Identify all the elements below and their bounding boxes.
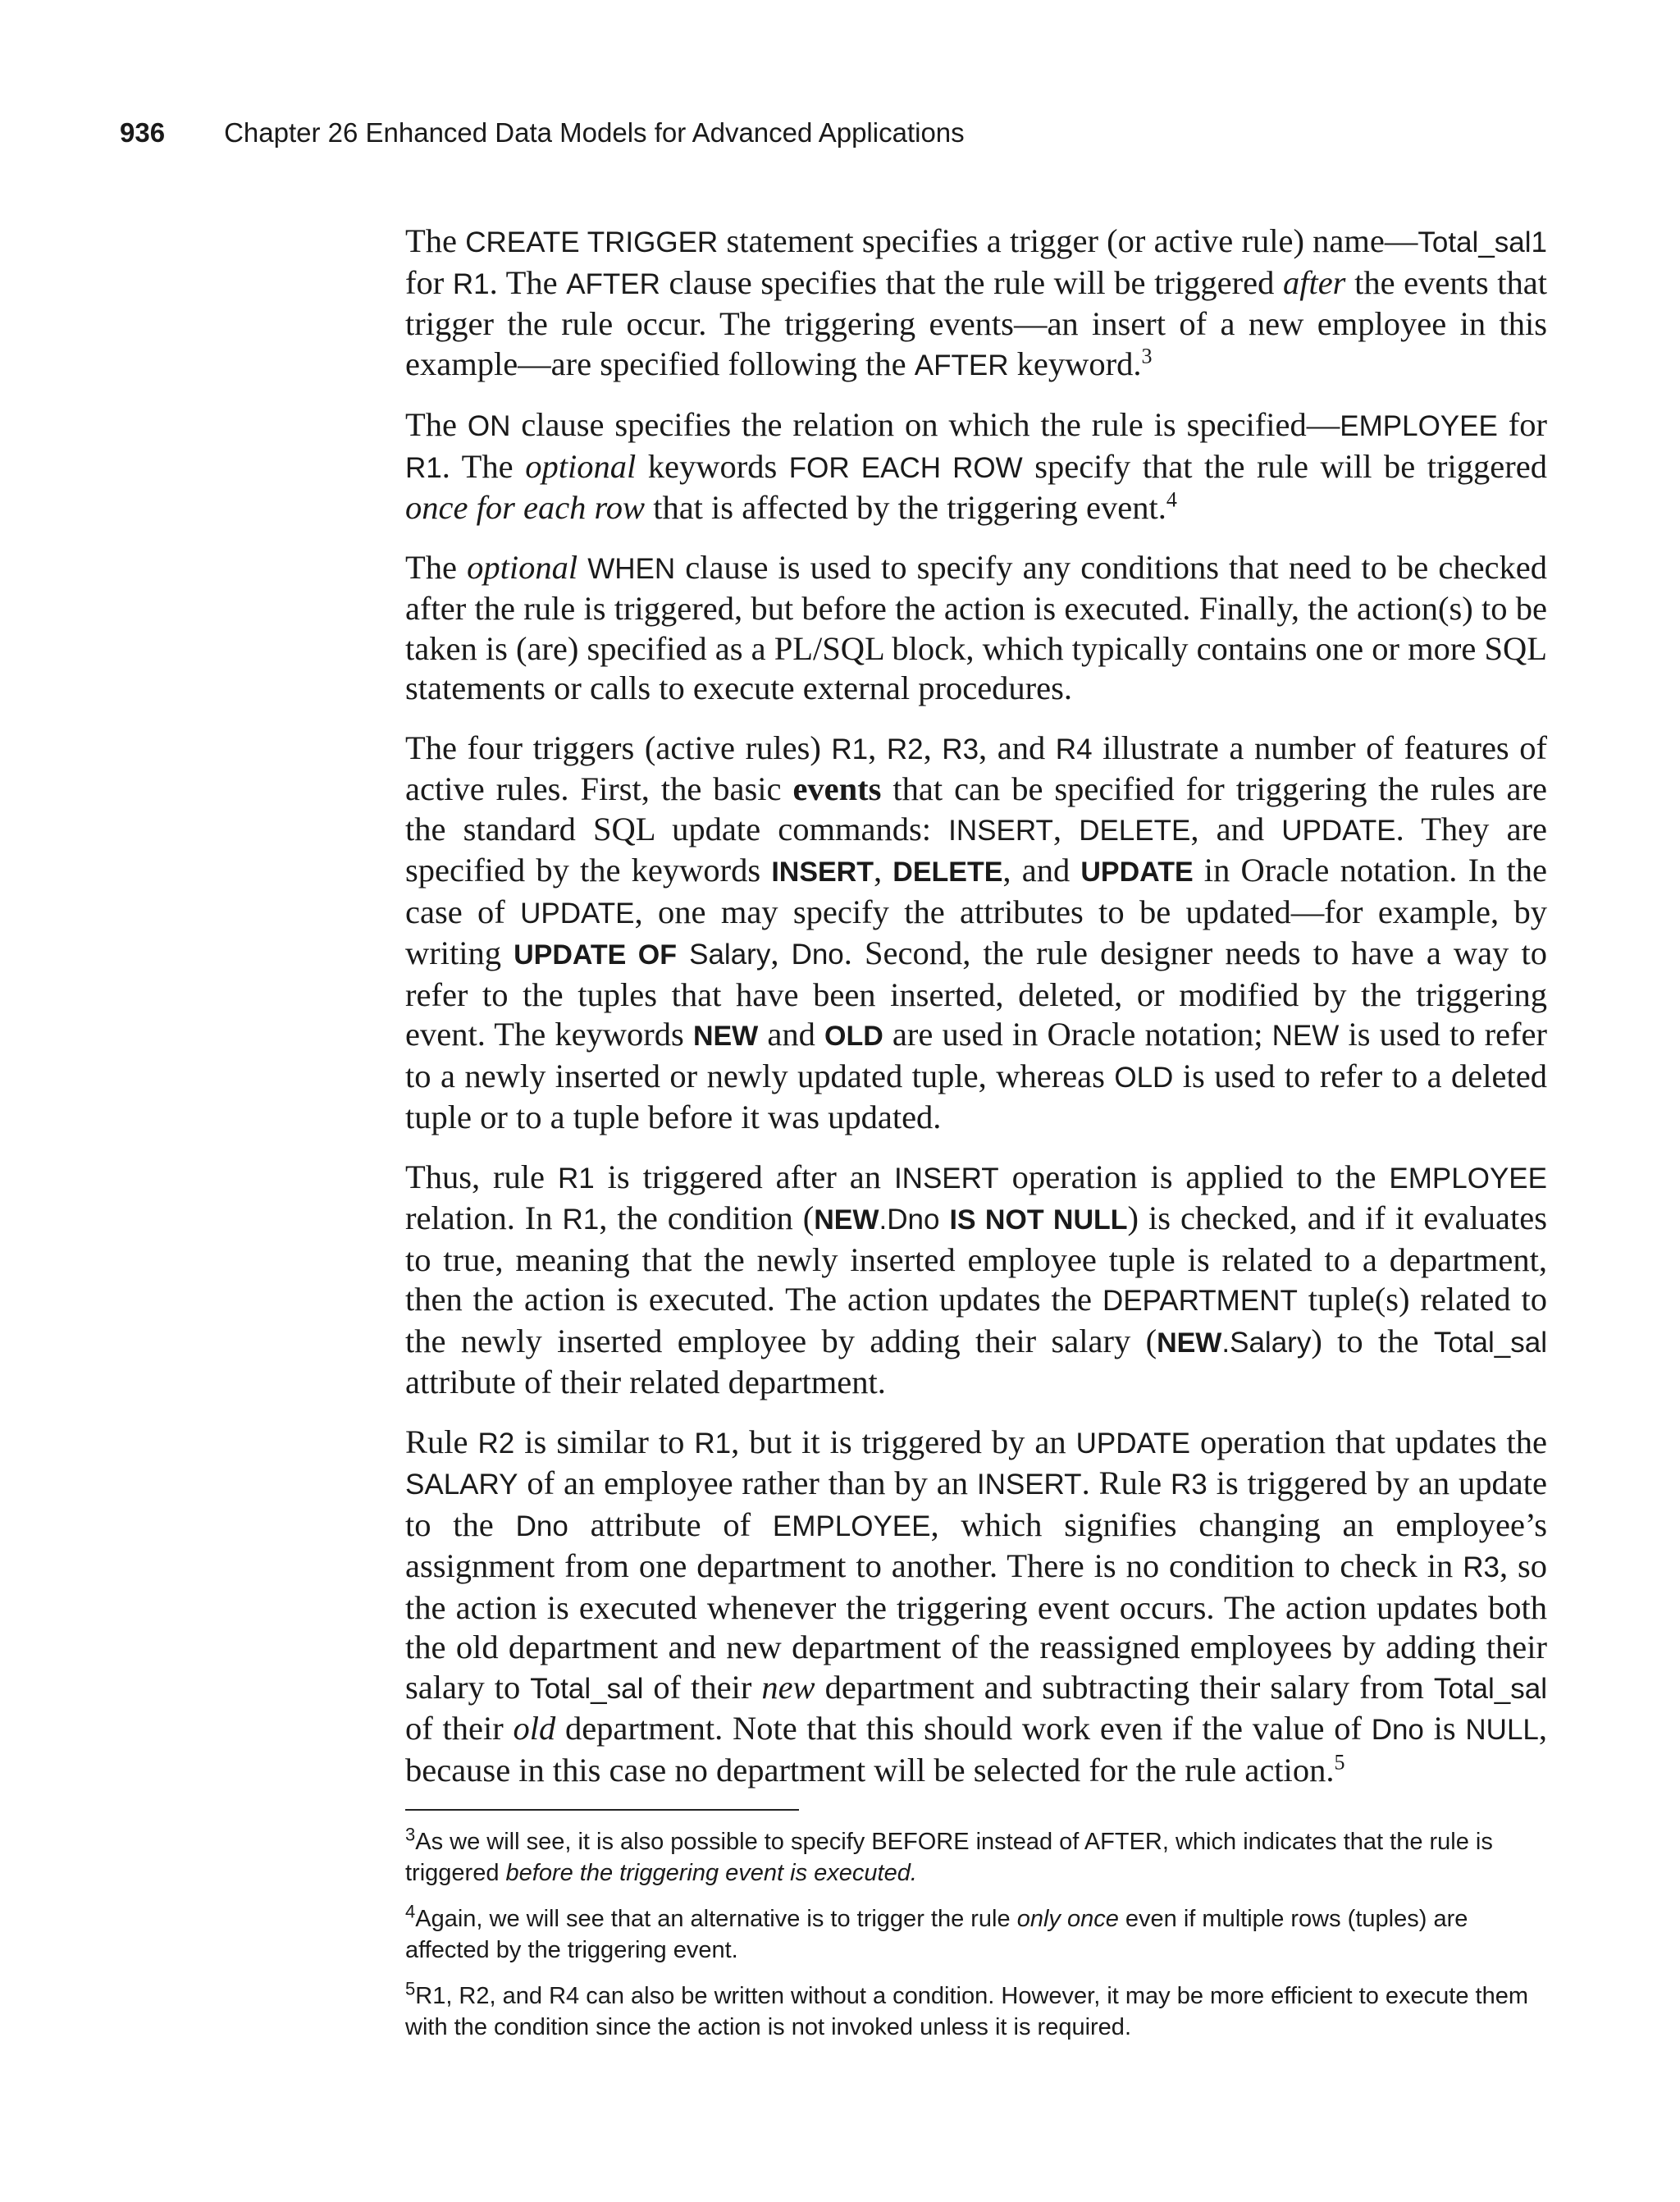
text-run: clause specifies the relation on which the rule is specified— bbox=[510, 406, 1340, 443]
paragraph-rules-r2-r3 bbox=[405, 1423, 1547, 1791]
code-term: R3 bbox=[1170, 1469, 1208, 1501]
text-run: , so the action is executed whenever the triggering event occurs. The action updates both the old department and new department of the reassigned employees by adding their salary to bbox=[405, 1547, 1548, 1706]
text-run: of their bbox=[405, 1710, 514, 1747]
code-term: SALARY bbox=[405, 1469, 518, 1501]
code-term: Total_sal bbox=[530, 1672, 644, 1705]
code-term: Total_sal bbox=[1433, 1672, 1547, 1705]
code-term: UPDATE bbox=[1075, 1427, 1191, 1460]
text-run: clause specifies that the rule will be triggered bbox=[660, 263, 1283, 301]
text-run: , and bbox=[979, 729, 1056, 766]
text-run: is triggered by an update to the bbox=[405, 1464, 1547, 1543]
text-run: . They are specified by the keywords bbox=[405, 810, 1548, 889]
code-term: EMPLOYEE bbox=[1389, 1162, 1547, 1195]
text-run: , the condition ( bbox=[599, 1199, 815, 1236]
keyword: UPDATE OF bbox=[514, 939, 677, 971]
code-term: R4 bbox=[1055, 733, 1093, 765]
text-run: for bbox=[405, 263, 453, 301]
code-term: Total_sal1 bbox=[1418, 226, 1547, 258]
footnote-ref: 5 bbox=[1334, 1750, 1345, 1774]
paragraph-create-trigger bbox=[405, 222, 1547, 386]
code-term: R1 bbox=[452, 267, 490, 300]
text-run: for bbox=[1497, 406, 1547, 443]
keyword: OLD bbox=[824, 1021, 883, 1052]
code-term: CREATE TRIGGER bbox=[465, 226, 719, 258]
code-term: UPDATE bbox=[1281, 814, 1396, 847]
text-run: Rule bbox=[405, 1423, 478, 1460]
text-run: . Rule bbox=[1081, 1464, 1171, 1501]
footnotes bbox=[405, 1826, 1547, 2058]
text-run: department. Note that this should work even if the value of bbox=[555, 1710, 1372, 1747]
text-run: attribute of their related department. bbox=[405, 1364, 886, 1400]
emphasis: optional bbox=[525, 447, 637, 485]
emphasis: once for each row bbox=[405, 489, 646, 526]
code-term: R3 bbox=[942, 733, 979, 765]
running-header bbox=[120, 117, 965, 148]
keyword: UPDATE bbox=[1080, 857, 1194, 888]
text-run: , bbox=[874, 852, 893, 889]
text-run: ) is checked, and if it evaluates to true, meaning that the newly inserted employee tuple is related to a department, then the action is executed. The action updates the bbox=[405, 1199, 1547, 1318]
text-run: is used to refer to a deleted tuple or to a tuple before it was updated. bbox=[405, 1057, 1547, 1135]
text-run: clause is used to specify any conditions that need to be checked after the rule is triggered, but before the action is executed. Finally, the action(s) to be taken is (are) specified as a PL/SQL block, which typically contains one or more SQL statements or calls to execute external procedures. bbox=[405, 548, 1548, 706]
code-term: R1 bbox=[405, 451, 442, 484]
code-term: ON bbox=[467, 410, 511, 442]
text-run bbox=[677, 934, 689, 971]
footnote-ref: 3 bbox=[1141, 344, 1153, 368]
footnote-separator bbox=[405, 1809, 799, 1811]
code-term: EMPLOYEE bbox=[772, 1510, 931, 1542]
code-term: UPDATE bbox=[520, 897, 635, 930]
footnote-4 bbox=[405, 1903, 1547, 1966]
footnote-number: 3 bbox=[405, 1824, 416, 1845]
text-run: , which signifies changing an employee’s assignment from one department to another. There is no condition to check in bbox=[405, 1505, 1547, 1584]
keyword: INSERT bbox=[771, 857, 874, 888]
code-term: R2 bbox=[477, 1427, 515, 1460]
code-term: .Dno bbox=[879, 1204, 940, 1236]
text-run: is similar to bbox=[514, 1423, 695, 1460]
text-run: attribute of bbox=[568, 1505, 773, 1543]
text-run: As we will see, it is also possible to specify BEFORE instead of AFTER, which indicates that the rule is triggered bbox=[405, 1829, 1493, 1886]
text-run: keyword. bbox=[1008, 345, 1142, 382]
text-run: and bbox=[758, 1016, 825, 1053]
text-run: , bbox=[868, 729, 887, 766]
text-run: ) to the bbox=[1311, 1322, 1434, 1359]
text-run bbox=[939, 1199, 949, 1236]
code-term: FOR EACH ROW bbox=[788, 451, 1023, 484]
footnote-number: 4 bbox=[405, 1901, 416, 1922]
text-run: , one may specify the attributes to be updated—for example, by writing bbox=[405, 893, 1547, 971]
code-term: Salary bbox=[689, 939, 771, 971]
code-term: INSERT bbox=[893, 1162, 999, 1195]
text-run: , and bbox=[1190, 810, 1282, 847]
text-run: illustrate a number of features of active rules. First, the basic bbox=[405, 729, 1548, 807]
text-run: , and bbox=[1002, 852, 1081, 889]
keyword: IS NOT NULL bbox=[949, 1204, 1128, 1236]
text-run: relation. In bbox=[405, 1199, 563, 1236]
keyword: DELETE bbox=[892, 857, 1003, 888]
code-term: R1 bbox=[694, 1427, 732, 1460]
text-run: are used in Oracle notation; bbox=[883, 1016, 1272, 1053]
text-run: , but it is triggered by an bbox=[731, 1423, 1076, 1460]
text-run: is bbox=[1423, 1710, 1466, 1747]
code-term: Dno bbox=[1371, 1714, 1424, 1746]
code-term: R1 bbox=[831, 733, 869, 765]
text-run: even if multiple rows (tuples) are affected by the triggering event. bbox=[405, 1906, 1468, 1963]
text-run: tuple(s) related to the newly inserted employee by adding their salary ( bbox=[405, 1281, 1547, 1359]
text-run: is triggered after an bbox=[594, 1158, 894, 1195]
paragraph-events bbox=[405, 729, 1547, 1138]
text-run: R1, R2, and R4 can also be written without a condition. However, it may be more efficient to execute them with the condition since the action is not invoked unless it is required. bbox=[405, 1983, 1528, 2040]
text-run: , bbox=[770, 934, 792, 971]
bold-term: events bbox=[792, 770, 882, 807]
keyword: NEW bbox=[1157, 1327, 1222, 1359]
text-run: . The bbox=[489, 263, 567, 301]
paragraph-on-clause bbox=[405, 405, 1547, 528]
text-run: that can be specified for triggering the rules are the standard SQL update commands: bbox=[405, 770, 1547, 847]
code-term: Total_sal bbox=[1433, 1326, 1547, 1359]
code-term: NEW bbox=[1271, 1020, 1340, 1052]
footnote-5 bbox=[405, 1980, 1547, 2043]
code-term: INSERT bbox=[948, 814, 1053, 847]
text-run: Again, we will see that an alternative is to trigger the rule bbox=[415, 1906, 1017, 1932]
code-term: DELETE bbox=[1079, 814, 1191, 847]
text-run: The bbox=[405, 548, 468, 586]
text-run: The four triggers (active rules) bbox=[405, 729, 832, 766]
footnote-ref: 4 bbox=[1166, 487, 1177, 512]
footnote-3 bbox=[405, 1826, 1547, 1889]
text-run: , bbox=[1052, 810, 1080, 847]
text-run: specify that the rule will be triggered bbox=[1022, 447, 1547, 485]
code-term: AFTER bbox=[566, 267, 660, 300]
text-run: , because in this case no department will be selected for the rule action. bbox=[405, 1710, 1548, 1789]
code-term: R2 bbox=[886, 733, 924, 765]
text-run: operation is applied to the bbox=[998, 1158, 1390, 1195]
paragraph-when-clause bbox=[405, 548, 1547, 709]
emphasis: before the triggering event is executed. bbox=[505, 1860, 917, 1886]
paragraph-rule-r1 bbox=[405, 1158, 1547, 1403]
text-run: keywords bbox=[636, 447, 789, 485]
running-title: Chapter 26 Enhanced Data Models for Advanced Applications bbox=[224, 117, 965, 148]
page-number: 936 bbox=[120, 117, 166, 148]
text-run: . The bbox=[441, 447, 526, 485]
text-run: of their bbox=[643, 1668, 762, 1706]
text-run: that is affected by the triggering event. bbox=[645, 489, 1166, 526]
emphasis: only once bbox=[1016, 1906, 1119, 1932]
code-term: R3 bbox=[1463, 1551, 1500, 1583]
text-run: statement specifies a trigger (or active rule) name— bbox=[718, 222, 1418, 259]
text-run: The bbox=[405, 406, 468, 443]
text-run: department and subtracting their salary from bbox=[815, 1668, 1434, 1706]
text-run bbox=[578, 549, 587, 586]
body-text bbox=[405, 222, 1547, 1810]
code-term: R1 bbox=[562, 1204, 600, 1236]
text-run: . Second, the rule designer needs to have a way to refer to the tuples that have been inserted, deleted, or modified by the triggering event. The keywords bbox=[405, 934, 1548, 1053]
text-run: the events that trigger the rule occur. The triggering events—an insert of a new employee in this example—are specified following the bbox=[405, 263, 1547, 382]
code-term: R1 bbox=[557, 1162, 595, 1195]
text-run: , bbox=[923, 729, 943, 766]
code-term: AFTER bbox=[914, 349, 1009, 381]
footnote-number: 5 bbox=[405, 1978, 416, 1999]
code-term: OLD bbox=[1114, 1061, 1174, 1094]
code-term: Dno bbox=[791, 939, 844, 971]
keyword: NEW bbox=[692, 1021, 759, 1052]
code-term: .Salary bbox=[1221, 1326, 1312, 1359]
code-term: EMPLOYEE bbox=[1340, 410, 1498, 442]
code-term: DEPARTMENT bbox=[1102, 1285, 1298, 1317]
emphasis: after bbox=[1282, 263, 1346, 301]
code-term: Dno bbox=[515, 1510, 568, 1542]
text-run: The bbox=[405, 222, 466, 259]
emphasis: new bbox=[761, 1668, 815, 1706]
text-run: Thus, rule bbox=[405, 1158, 558, 1195]
text-run: is used to refer to a newly inserted or newly updated tuple, whereas bbox=[405, 1016, 1547, 1094]
emphasis: optional bbox=[467, 548, 578, 586]
text-run: operation that updates the bbox=[1190, 1423, 1547, 1460]
code-term: NULL bbox=[1465, 1714, 1539, 1746]
text-run: of an employee rather than by an bbox=[518, 1464, 977, 1501]
text-run: in Oracle notation. In the case of bbox=[405, 852, 1547, 930]
code-term: WHEN bbox=[587, 552, 676, 585]
code-term: INSERT bbox=[976, 1469, 1082, 1501]
emphasis: old bbox=[513, 1710, 556, 1747]
keyword: NEW bbox=[814, 1204, 879, 1236]
